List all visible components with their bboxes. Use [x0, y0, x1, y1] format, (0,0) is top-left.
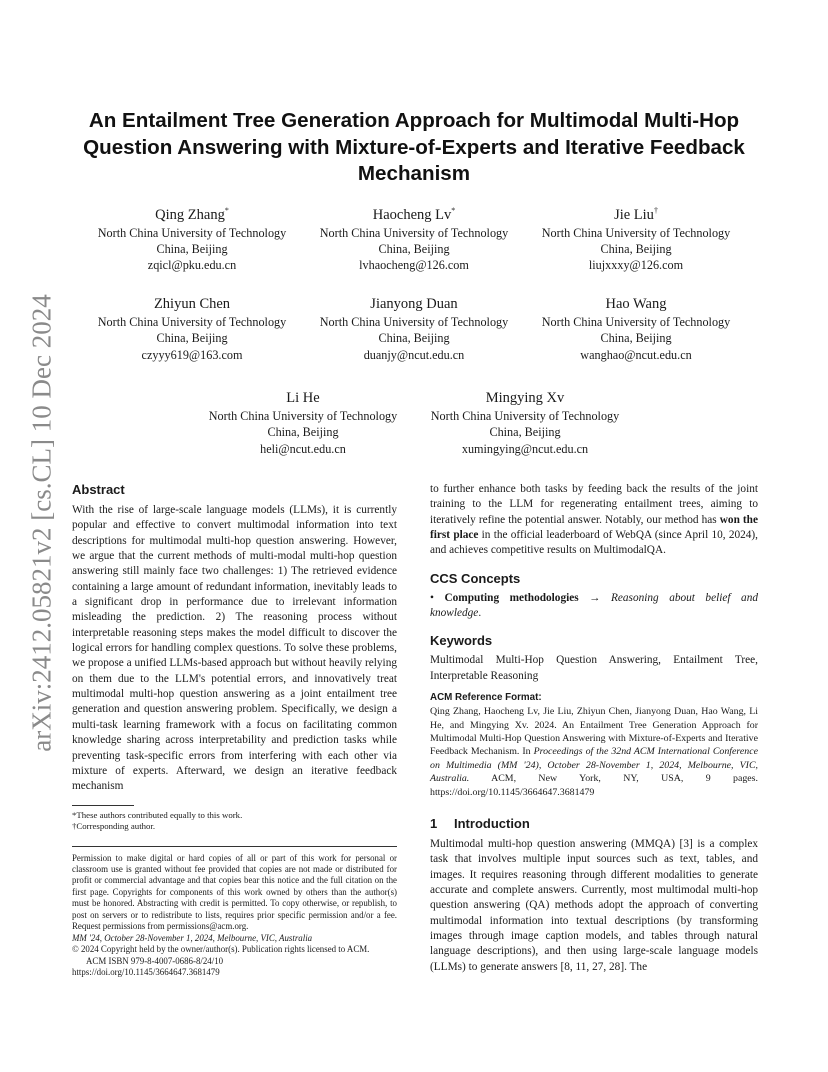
acm-reference-heading: ACM Reference Format: — [430, 692, 542, 704]
ccs-heading: CCS Concepts — [430, 570, 521, 586]
abstract-continued: to further enhance both tasks by feeding back the results of the joint training to the LLM for regenerating entailment trees, aiming to iteratively refine the potential answer. Notably, our method has won the first place in the official leaderboard of WebQA (since April 10, 2024), and achieves competitive results on MultimodalQA. — [430, 483, 758, 557]
author-name: Hao Wang — [605, 296, 667, 312]
doi-line: https://doi.org/10.1145/3664647.3681479 — [72, 967, 220, 978]
author-affiliation: North China University of Technology — [541, 225, 731, 240]
first-place-highlight: won the first place — [430, 513, 758, 542]
keywords-text: Multimodal Multi-Hop Question Answering, Entailment Tree, Interpretable Reasoning — [430, 654, 758, 682]
author-location: China, Beijing — [378, 242, 450, 257]
author-name: Haocheng Lv* — [372, 206, 456, 223]
permission-notice: Permission to make digital or hard copies of all or part of this work for personal or classroom use is granted without fee provided that copies are not made or distributed for profit or commercial advantage and that copies bear this notice and the full citation on the first page. Copyrights for components of this work owned by others than the author(s) must be honored. Abstracting with credit is permitted. To copy otherwise, or republish, to post on servers or to redistribute to lists, requires prior specific permission and/or a fee. Request permissions from permissions@acm.org. — [72, 852, 397, 932]
author-location: China, Beijing — [156, 242, 228, 257]
introduction-text: Multimodal multi-hop question answering (MMQA) [3] is a complex task that involves multiple input sources such as text, tables, and images. It requires reasoning through different modalities to generate accurate and complete answers. Currently, most multimodal multi-hop question answering (QA) methods adopt the approach of converting multimodal information into textual descriptions (by transforming images through image caption models, and tables through natural language descriptions), and then using large-scale language models (LLMs) to generate answers [8, 11, 27, 28]. The — [430, 837, 758, 973]
author-location: China, Beijing — [378, 331, 450, 346]
author-email: zqicl@pku.edu.cn — [147, 258, 237, 273]
author-affiliation: North China University of Technology — [430, 409, 620, 423]
author-affiliation: North China University of Technology — [208, 409, 398, 423]
author-affiliation: North China University of Technology — [319, 315, 509, 329]
author-email: czyyy619@163.com — [141, 347, 243, 362]
author-location: China, Beijing — [600, 331, 672, 346]
author-email: xumingying@ncut.edu.cn — [461, 441, 589, 456]
author-block — [304, 295, 524, 363]
author-block — [193, 389, 413, 457]
author-email: duanjy@ncut.edu.cn — [363, 347, 465, 362]
author-email: lvhaocheng@126.com — [359, 258, 469, 273]
ccs-concepts: • Computing methodologies → Reasoning about belief and knowledge. — [430, 591, 758, 620]
author-block — [82, 295, 302, 363]
permission-rule — [72, 846, 397, 847]
conference-venue: MM '24, October 28-November 1, 2024, Melbourne, VIC, Australia — [72, 932, 313, 943]
abstract-text: With the rise of large-scale language models (LLMs), it is currently popular and effective to convert multimodal information into text descriptions for multimodal multi-hop question answering. However, we argue that the current methods of multi-modal multi-hop question answering still mainly face two challenges: 1) The retrieved evidence containing a large amount of redundant information, inevitably leads to a significant drop in performance due to irrelevant information misleading the prediction. 2) The reasoning process without interpretable reasoning steps makes the model difficult to discover the logical errors for handling complex questions. To solve these problems, we propose a unified LLMs-based approach but without heavily relying on them due to the LLM's potential errors, and innovatively treat multimodal multi-hop question answering as a joint entailment tree generation and question answering problem. Specifically, we design a multi-task learning framework with a focus on facilitating common knowledge sharing across interpretability and prediction tasks while preventing task-specific errors from interfering with each other via mixture of experts. Afterward, we design an iterative feedback mechanism — [72, 504, 397, 793]
author-name: Li He — [286, 390, 320, 406]
footnote-rule — [72, 805, 134, 806]
arxiv-stamp: arXiv:2412.05821v2 [cs.CL] 10 Dec 2024 — [26, 294, 57, 752]
author-name: Mingying Xv — [485, 390, 565, 406]
footnote-equal-contribution: *These authors contributed equally to this work. — [72, 809, 243, 820]
author-name: Jie Liu† — [614, 206, 658, 223]
author-block — [526, 295, 746, 363]
paper-title: An Entailment Tree Generation Approach for Multimodal Multi-Hop Question Answering with Mixture-of-Experts and Iterative Feedback Mechanism — [83, 109, 745, 185]
author-affiliation: North China University of Technology — [541, 315, 731, 329]
author-name: Jianyong Duan — [370, 296, 458, 312]
author-location: China, Beijing — [156, 331, 228, 346]
author-affiliation: North China University of Technology — [97, 225, 287, 240]
author-location: China, Beijing — [267, 425, 339, 440]
author-email: liujxxxy@126.com — [588, 258, 684, 273]
author-block — [82, 201, 302, 274]
author-email: heli@ncut.edu.cn — [260, 441, 346, 456]
footnote-corresponding: †Corresponding author. — [72, 821, 156, 832]
left-column — [72, 482, 397, 979]
author-block — [526, 201, 746, 274]
author-name: Qing Zhang* — [155, 206, 229, 223]
copyright-line: © 2024 Copyright held by the owner/author(s). Publication rights licensed to ACM. — [72, 944, 370, 955]
keywords-heading: Keywords — [430, 633, 493, 649]
right-column — [430, 482, 758, 975]
acm-reference-text: Qing Zhang, Haocheng Lv, Jie Liu, Zhiyun Chen, Jianyong Duan, Hao Wang, Li He, and Mingying Xv. 2024. An Entailment Tree Generation Approach for Multimodal Multi-Hop Question Answering with Mixture-of-Experts and Iterative Feedback Mechanism. In Proceedings of the 32nd ACM International Conference on Multimedia (MM '24), October 28-November 1, 2024, Melbourne, VIC, Australia. ACM, New York, NY, USA, 9 pages. https://doi.org/10.1145/3664647.3681479 — [430, 706, 758, 798]
author-location: China, Beijing — [489, 425, 561, 440]
abstract-heading: Abstract — [72, 482, 125, 497]
isbn-line: ACM ISBN 979-8-4007-0686-8/24/10 — [86, 955, 224, 966]
author-affiliation: North China University of Technology — [97, 315, 287, 329]
author-block — [304, 201, 524, 274]
author-email: wanghao@ncut.edu.cn — [580, 347, 692, 362]
author-block — [415, 389, 635, 457]
author-location: China, Beijing — [600, 242, 672, 257]
author-affiliation: North China University of Technology — [319, 225, 509, 240]
introduction-heading: 1 Introduction — [430, 815, 530, 831]
author-name: Zhiyun Chen — [153, 296, 231, 312]
